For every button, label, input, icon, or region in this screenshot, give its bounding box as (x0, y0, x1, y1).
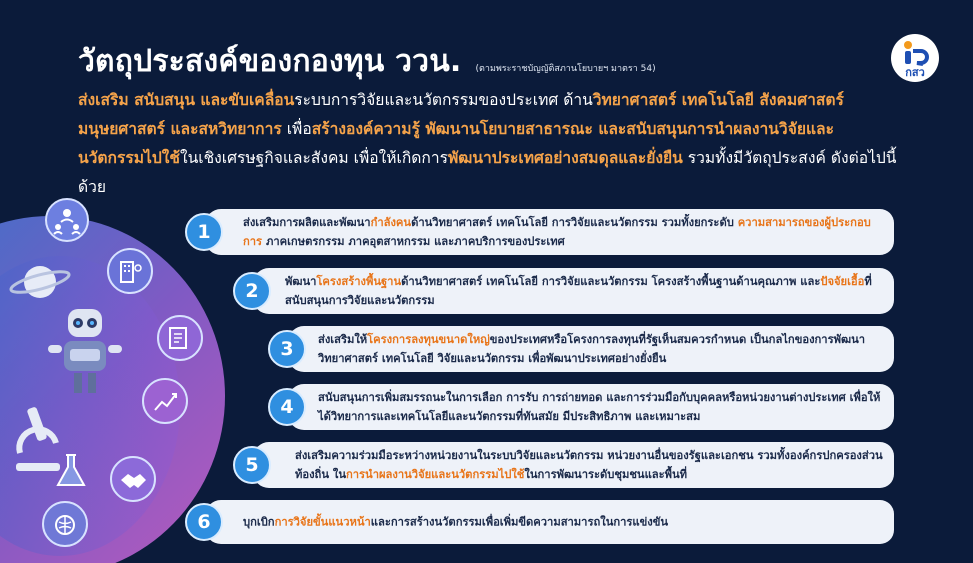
objective-segment-highlight: โครงการลงทุนขนาดใหญ่ (367, 333, 490, 346)
objective-segment-text: ส่งเสริมการผลิตและพัฒนา (243, 216, 371, 229)
objective-segment-highlight: ความสามารถของผู้ประกอบการ (243, 216, 871, 248)
objective-number-badge: 3 (268, 330, 306, 368)
objective-number-badge: 5 (233, 446, 271, 484)
objective-segment-text: ส่งเสริมความร่วมมือระหว่างหน่วยงานในระบบวิจัยและนวัตกรรม หน่วยงานอื่นของรัฐและเอกชน รวมทั้งองค์กรปกครองส่วนท้องถิ่น ใน (295, 449, 883, 481)
document-icon (166, 326, 194, 352)
objective-item-4 (280, 384, 894, 430)
organization-logo (891, 34, 939, 82)
intro-segment-highlight: สร้างองค์ความรู้ พัฒนานโยบายสาธารณะ และสนับสนุนการนำผลงานวิจัยและนวัตกรรมไปใช้ (78, 120, 834, 167)
beaker-icon (52, 451, 92, 491)
objective-number-badge: 4 (268, 388, 306, 426)
objective-text (318, 388, 888, 426)
handshake-icon (118, 466, 148, 494)
objective-segment-text: ของประเทศหรือโครงการลงทุนที่รัฐเห็นสมควรกำหนด เป็นกลไกของการพัฒนาวิทยาศาสตร์ เทคโนโลยี วิจัยและนวัตกรรม เพื่อพัฒนาประเทศอย่างยั่งยืน (318, 333, 866, 365)
objective-segment-text: ส่งเสริมให้ (318, 333, 368, 346)
objective-segment-text: และการสร้างนวัตกรรมเพื่อเพิ่มขีดความสามารถในการแข่งขัน (370, 515, 669, 529)
objective-text (285, 272, 885, 310)
objective-segment-text: กับบุคคลหรือหน่วยงานต่างประเทศ เพื่อให้ได้วิทยาการและเทคโนโลยีและนวัตกรรมที่ทันสมัย มีประสิทธิภาพ และเหมาะสม (318, 391, 881, 423)
objective-segment-text: ด้านวิทยาศาสตร์ เทคโนโลยี การวิจัยและนวัตกรรม โครงสร้างพื้นฐานด้านคุณภาพ และ (401, 275, 821, 288)
page-header (78, 38, 656, 85)
objective-segment-text: พัฒนา (285, 275, 317, 288)
objective-text (318, 330, 888, 368)
objective-segment-highlight: ปัจจัยเอื้อ (820, 275, 865, 288)
robot-icon (40, 301, 130, 411)
objective-text (243, 213, 883, 251)
objective-segment-text: บุกเบิก (243, 515, 275, 529)
chart-icon (152, 388, 180, 414)
objective-number-badge: 6 (185, 503, 223, 541)
objective-segment-text: ด้านวิทยาศาสตร์ เทคโนโลยี การวิจัยและนวัตกรรม รวมทั้งยกระดับ (411, 216, 738, 229)
objective-number-badge: 2 (233, 272, 271, 310)
intro-segment-text: เพื่อ (281, 120, 312, 138)
objective-text (295, 446, 889, 484)
objective-item-2 (245, 268, 894, 314)
objective-segment-text: ที่สนับสนุนการวิจัยและนวัตกรรม (285, 275, 872, 307)
intro-segment-text: ระบบการวิจัยและนวัตกรรมของประเทศ ด้าน (294, 91, 593, 109)
saturn-icon (8, 256, 72, 306)
building-icon (115, 256, 145, 286)
objective-text (243, 513, 883, 532)
page-title: วัตถุประสงค์ของกองทุน ววน. (78, 44, 462, 79)
logo-text: กสว (905, 66, 925, 79)
legal-reference-note: (ตามพระราชบัญญัติสภานโยบายฯ มาตรา 54) (475, 64, 656, 74)
objective-segment-highlight: การนำผลงานวิจัยและนวัตกรรมไปใช้ (345, 468, 525, 481)
objective-segment-highlight: โครงสร้างพื้นฐาน (316, 275, 402, 288)
intro-segment-highlight: พัฒนาประเทศอย่างสมดุลและยั่งยืน (447, 149, 683, 167)
intro-segment-text: รวมทั้งมีวัตถุประสงค์ ดังต่อไปนี้ด้วย (78, 149, 897, 196)
objective-segment-highlight: การวิจัยขั้นแนวหน้า (274, 515, 371, 529)
objective-segment-text: ในการพัฒนาระดับชุมชนและพื้นที่ (524, 468, 688, 481)
objective-item-5 (245, 442, 894, 488)
people-icon (50, 204, 84, 238)
intro-segment-highlight: ส่งเสริม สนับสนุน และขับเคลื่อน (78, 91, 295, 109)
brain-icon (51, 512, 79, 538)
objective-item-1 (197, 209, 894, 255)
objective-segment-highlight: กำลังคน (370, 216, 412, 229)
intro-segment-highlight: วิทยาศาสตร์ เทคโนโลยี สังคมศาสตร์ มนุษยศาสตร์ และสหวิทยาการ (78, 91, 844, 138)
intro-segment-text: ในเชิงเศรษฐกิจและสังคม เพื่อให้เกิดการ (179, 149, 448, 167)
objective-segment-text: ภาคเกษตรกรรม ภาคอุตสาหกรรม และภาคบริการของประเทศ (262, 235, 565, 248)
objective-segment-text: สนับสนุนการเพิ่มสมรรถนะในการเลือก การรับ การถ่ายทอด และการร่วมมือ (318, 391, 680, 404)
objective-item-6 (197, 500, 894, 544)
intro-paragraph (78, 86, 898, 202)
objective-number-badge: 1 (185, 213, 223, 251)
objective-item-3 (280, 326, 894, 372)
